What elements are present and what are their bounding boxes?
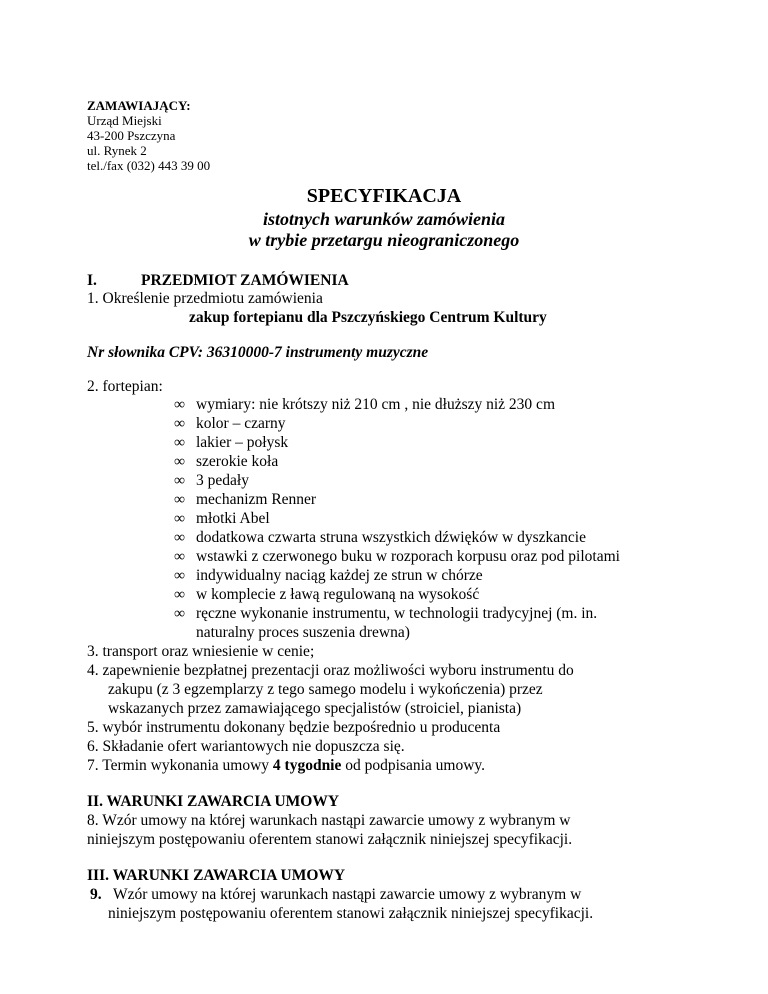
section-3-heading: III. WARUNKI ZAWARCIA UMOWY xyxy=(87,867,346,884)
document-subtitle-2: w trybie przetargu nieograniczonego xyxy=(248,230,520,250)
list-item: ∞ kolor – czarny xyxy=(174,415,286,432)
section-3-item-number: 9. xyxy=(90,886,102,903)
item-1-text: 1. Określenie przedmiotu zamówienia xyxy=(87,290,323,307)
authority-name: Urząd Miejski xyxy=(87,113,162,128)
item-2-text: 2. fortepian: xyxy=(87,378,163,395)
item-4-line-1: 4. zapewnienie bezpłatnej prezentacji oraz możliwości wyboru instrumentu do xyxy=(87,662,574,679)
authority-postcode: 43-200 Pszczyna xyxy=(87,128,176,143)
bullet-icon: ∞ xyxy=(174,415,186,432)
list-item: ∞ młotki Abel xyxy=(174,510,270,527)
section-2-line-1: 8. Wzór umowy na której warunkach nastąpi zawarcie umowy z wybranym w xyxy=(87,812,571,829)
authority-street: ul. Rynek 2 xyxy=(87,143,147,158)
bullet-icon: ∞ xyxy=(174,510,186,527)
document-title: SPECYFIKACJA xyxy=(306,185,462,207)
item-3-text: 3. transport oraz wniesienie w cenie; xyxy=(87,643,315,660)
list-item: ∞ w komplecie z ławą regulowaną na wysokość xyxy=(174,586,480,603)
section-2-heading: II. WARUNKI ZAWARCIA UMOWY xyxy=(87,793,340,810)
document-subtitle-1: istotnych warunków zamówienia xyxy=(262,209,506,229)
section-1-number: I. xyxy=(87,272,97,289)
list-item: ∞ wstawki z czerwonego buku w rozporach korpusu oraz pod pilotami xyxy=(174,548,620,565)
contracting-authority-label: ZAMAWIAJĄCY: xyxy=(87,98,191,113)
list-item: ∞ ręczne wykonanie instrumentu, w technologii tradycyjnej (m. in. xyxy=(174,605,598,622)
bullet-icon: ∞ xyxy=(174,491,186,508)
bullet-icon: ∞ xyxy=(174,586,186,603)
list-item: ∞ dodatkowa czwarta struna wszystkich dźwięków w dyszkancie xyxy=(174,529,586,546)
order-subject: zakup fortepianu dla Pszczyńskiego Centrum Kultury xyxy=(189,309,547,326)
section-1-heading: PRZEDMIOT ZAMÓWIENIA xyxy=(141,272,349,289)
bullet-icon: ∞ xyxy=(174,548,186,565)
bullet-icon: ∞ xyxy=(174,396,186,413)
item-6-text: 6. Składanie ofert wariantowych nie dopuszcza się. xyxy=(87,738,405,755)
cpv-code: Nr słownika CPV: 36310000-7 instrumenty muzyczne xyxy=(87,344,429,361)
list-item-continuation: naturalny proces suszenia drewna) xyxy=(196,624,410,641)
authority-phone: tel./fax (032) 443 39 00 xyxy=(87,158,211,173)
item-4-line-3: wskazanych przez zamawiającego specjalistów (stroiciel, pianista) xyxy=(108,700,522,717)
list-item: ∞ lakier – połysk xyxy=(174,434,289,451)
section-2-line-2: niniejszym postępowaniu oferentem stanowi załącznik niniejszej specyfikacji. xyxy=(87,831,573,848)
item-7-text: 7. Termin wykonania umowy 4 tygodnie od podpisania umowy. xyxy=(87,757,486,774)
deadline-value: 4 tygodnie xyxy=(272,757,342,774)
list-item: ∞ szerokie koła xyxy=(174,453,279,470)
bullet-icon: ∞ xyxy=(174,529,186,546)
list-item: ∞ mechanizm Renner xyxy=(174,491,317,508)
bullet-icon: ∞ xyxy=(174,472,186,489)
bullet-icon: ∞ xyxy=(174,567,186,584)
bullet-icon: ∞ xyxy=(174,434,186,451)
section-3-line-1: Wzór umowy na której warunkach nastąpi zawarcie umowy z wybranym w xyxy=(113,886,582,903)
section-3-line-2: niniejszym postępowaniu oferentem stanowi załącznik niniejszej specyfikacji. xyxy=(108,905,594,922)
item-4-line-2: zakupu (z 3 egzemplarzy z tego samego modelu i wykończenia) przez xyxy=(108,681,543,698)
list-item: ∞ wymiary: nie krótszy niż 210 cm , nie dłuższy niż 230 cm xyxy=(174,396,555,413)
bullet-icon: ∞ xyxy=(174,605,186,622)
list-item: ∞ indywidualny naciąg każdej ze strun w chórze xyxy=(174,567,483,584)
list-item: ∞ 3 pedały xyxy=(174,472,249,489)
bullet-icon: ∞ xyxy=(174,453,186,470)
item-5-text: 5. wybór instrumentu dokonany będzie bezpośrednio u producenta xyxy=(87,719,501,736)
